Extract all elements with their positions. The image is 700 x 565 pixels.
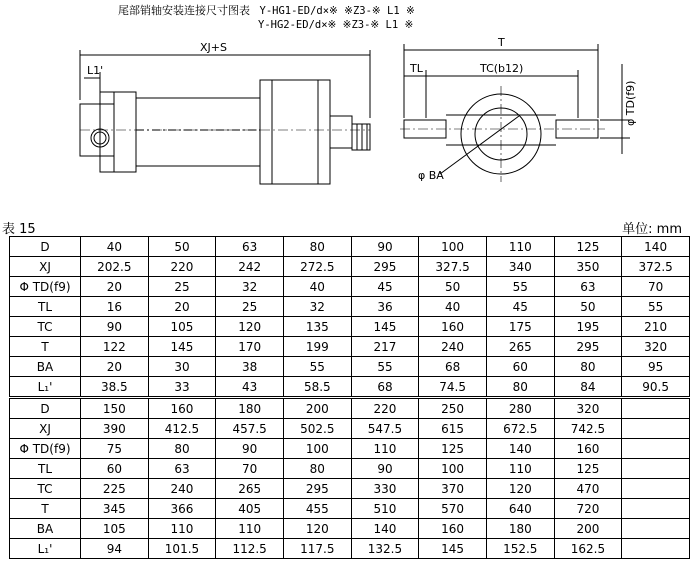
table-cell: 457.5 (216, 419, 284, 439)
table-cell: 20 (81, 277, 149, 297)
row-header: D (10, 398, 81, 419)
table-cell: 20 (148, 297, 216, 317)
table-cell: 160 (419, 519, 487, 539)
table-cell: 250 (419, 398, 487, 419)
table-cell (622, 479, 690, 499)
table-cell: 162.5 (554, 539, 622, 559)
title-chinese: 尾部销轴安装连接尺寸图表 (118, 4, 250, 17)
table-cell: 16 (81, 297, 149, 317)
table-cell: 55 (486, 277, 554, 297)
table-cell: 33 (148, 377, 216, 398)
row-header: TL (10, 297, 81, 317)
table-row (10, 398, 690, 419)
table-cell (622, 459, 690, 479)
table-cell: 615 (419, 419, 487, 439)
table-cell: 20 (81, 357, 149, 377)
table-cell: 140 (486, 439, 554, 459)
table-row (10, 439, 690, 459)
table-cell: 125 (419, 439, 487, 459)
table-cell: 145 (351, 317, 419, 337)
table-row (10, 337, 690, 357)
table-cell: 455 (283, 499, 351, 519)
table-cell: 68 (351, 377, 419, 398)
table-cell (622, 499, 690, 519)
table-cell: 94 (81, 539, 149, 559)
table-row (10, 277, 690, 297)
table-cell: 330 (351, 479, 419, 499)
table-cell: 320 (554, 398, 622, 419)
table-cell: 160 (148, 398, 216, 419)
table-cell: 74.5 (419, 377, 487, 398)
table-row (10, 317, 690, 337)
cylinder-drawing (0, 34, 700, 214)
table-cell: 160 (419, 317, 487, 337)
label-tl: TL (410, 62, 423, 75)
table-cell: 180 (216, 398, 284, 419)
table-cell: 70 (216, 459, 284, 479)
row-header: BA (10, 519, 81, 539)
table-cell: 150 (81, 398, 149, 419)
table-cell: 38.5 (81, 377, 149, 398)
table-cell: 202.5 (81, 257, 149, 277)
table-cell: 240 (148, 479, 216, 499)
table-cell: 38 (216, 357, 284, 377)
row-header: TL (10, 459, 81, 479)
drawing-title (118, 4, 415, 31)
table-cell: 125 (554, 237, 622, 257)
table-cell: 220 (148, 257, 216, 277)
table-cell: 25 (216, 297, 284, 317)
row-header: TC (10, 317, 81, 337)
table-cell: 58.5 (283, 377, 351, 398)
label-ba: φ BA (418, 169, 444, 182)
table-cell: 140 (351, 519, 419, 539)
table-cell: 63 (216, 237, 284, 257)
table-cell: 350 (554, 257, 622, 277)
table-cell: 120 (486, 479, 554, 499)
table-cell: 145 (419, 539, 487, 559)
table-cell: 199 (283, 337, 351, 357)
table-cell: 43 (216, 377, 284, 398)
table-cell: 132.5 (351, 539, 419, 559)
table-cell: 547.5 (351, 419, 419, 439)
label-tc: TC(b12) (480, 62, 524, 75)
table-cell: 80 (283, 237, 351, 257)
table-cell: 327.5 (419, 257, 487, 277)
table-cell: 70 (622, 277, 690, 297)
table-cell: 90.5 (622, 377, 690, 398)
table-cell: 63 (148, 459, 216, 479)
table-cell: 140 (622, 237, 690, 257)
cylinder-side-view (80, 50, 370, 184)
table-cell: 370 (419, 479, 487, 499)
table-cell: 170 (216, 337, 284, 357)
row-header: Φ TD(f9) (10, 277, 81, 297)
table-cell: 405 (216, 499, 284, 519)
table-cell: 112.5 (216, 539, 284, 559)
table-row (10, 377, 690, 398)
dimension-table (9, 236, 690, 559)
table-cell: 180 (486, 519, 554, 539)
table-cell: 110 (216, 519, 284, 539)
label-xj-s: XJ+S (200, 41, 227, 54)
row-header: T (10, 337, 81, 357)
table-cell: 110 (351, 439, 419, 459)
table-cell: 80 (283, 459, 351, 479)
table-cell: 117.5 (283, 539, 351, 559)
table-cell: 742.5 (554, 419, 622, 439)
table-cell: 272.5 (283, 257, 351, 277)
table-cell: 217 (351, 337, 419, 357)
table-cell: 110 (486, 237, 554, 257)
table-cell: 80 (554, 357, 622, 377)
table-cell: 195 (554, 317, 622, 337)
table-cell: 510 (351, 499, 419, 519)
table-cell (622, 519, 690, 539)
table-cell: 45 (351, 277, 419, 297)
table-row (10, 479, 690, 499)
table-cell: 32 (283, 297, 351, 317)
label-td: φ TD(f9) (624, 80, 637, 126)
table-cell: 295 (283, 479, 351, 499)
table-cell: 340 (486, 257, 554, 277)
table-cell: 30 (148, 357, 216, 377)
table-cell: 210 (622, 317, 690, 337)
table-cell: 125 (554, 459, 622, 479)
table-cell: 175 (486, 317, 554, 337)
table-row (10, 297, 690, 317)
table-cell: 295 (554, 337, 622, 357)
table-cell: 80 (486, 377, 554, 398)
table-cell: 640 (486, 499, 554, 519)
table-cell: 75 (81, 439, 149, 459)
table-cell: 40 (419, 297, 487, 317)
label-l1: L1' (87, 64, 104, 77)
row-header: TC (10, 479, 81, 499)
table-cell: 320 (622, 337, 690, 357)
table-cell: 672.5 (486, 419, 554, 439)
table-cell: 90 (81, 317, 149, 337)
table-cell: 110 (148, 519, 216, 539)
table-cell: 160 (554, 439, 622, 459)
table-cell: 40 (81, 237, 149, 257)
table-cell: 372.5 (622, 257, 690, 277)
table-cell: 120 (216, 317, 284, 337)
table-cell: 45 (486, 297, 554, 317)
table-cell: 366 (148, 499, 216, 519)
table-cell: 90 (351, 459, 419, 479)
table-cell: 390 (81, 419, 149, 439)
label-t: T (498, 36, 505, 49)
row-header: XJ (10, 257, 81, 277)
table-cell: 84 (554, 377, 622, 398)
table-cell: 100 (419, 459, 487, 479)
row-header: BA (10, 357, 81, 377)
table-cell: 36 (351, 297, 419, 317)
table-label: 表 15 (2, 222, 36, 237)
table-cell: 295 (351, 257, 419, 277)
table-cell (622, 419, 690, 439)
table-row (10, 519, 690, 539)
table-cell: 280 (486, 398, 554, 419)
table-cell (622, 439, 690, 459)
table-cell: 95 (622, 357, 690, 377)
table-cell: 265 (486, 337, 554, 357)
table-cell: 200 (554, 519, 622, 539)
table-cell: 60 (486, 357, 554, 377)
row-header: XJ (10, 419, 81, 439)
table-cell: 25 (148, 277, 216, 297)
table-cell: 60 (81, 459, 149, 479)
table-row (10, 419, 690, 439)
table-row (10, 237, 690, 257)
unit-label: 单位: mm (622, 222, 682, 237)
table-row (10, 357, 690, 377)
table-cell: 50 (554, 297, 622, 317)
title-model-code-2: Y-HG2-ED/d×※ ※Z3-※ L1 ※ (258, 19, 414, 31)
table-cell: 101.5 (148, 539, 216, 559)
table-cell: 145 (148, 337, 216, 357)
table-cell: 720 (554, 499, 622, 519)
row-header: T (10, 499, 81, 519)
row-header: L₁' (10, 377, 81, 398)
table-cell: 220 (351, 398, 419, 419)
table-cell: 55 (283, 357, 351, 377)
table-cell: 90 (216, 439, 284, 459)
table-cell: 265 (216, 479, 284, 499)
table-row (10, 257, 690, 277)
table-cell: 50 (148, 237, 216, 257)
table-cell: 110 (486, 459, 554, 479)
table-cell: 90 (351, 237, 419, 257)
table-cell: 570 (419, 499, 487, 519)
table-cell: 122 (81, 337, 149, 357)
table-cell: 50 (419, 277, 487, 297)
table-cell (622, 539, 690, 559)
table-cell: 225 (81, 479, 149, 499)
table-cell: 55 (622, 297, 690, 317)
table-cell: 100 (283, 439, 351, 459)
table-cell: 40 (283, 277, 351, 297)
table-cell: 135 (283, 317, 351, 337)
row-header: Φ TD(f9) (10, 439, 81, 459)
table-cell: 412.5 (148, 419, 216, 439)
table-cell (622, 398, 690, 419)
table-cell: 345 (81, 499, 149, 519)
table-cell: 80 (148, 439, 216, 459)
table-cell: 240 (419, 337, 487, 357)
table-cell: 470 (554, 479, 622, 499)
table-cell: 200 (283, 398, 351, 419)
table-cell: 100 (419, 237, 487, 257)
table-cell: 32 (216, 277, 284, 297)
table-cell: 242 (216, 257, 284, 277)
title-model-code-1: Y-HG1-ED/d×※ ※Z3-※ L1 ※ (259, 5, 415, 17)
row-header: L₁' (10, 539, 81, 559)
table-cell: 68 (419, 357, 487, 377)
table-cell: 502.5 (283, 419, 351, 439)
table-cell: 120 (283, 519, 351, 539)
table-row (10, 459, 690, 479)
table-cell: 105 (148, 317, 216, 337)
table-row (10, 499, 690, 519)
table-cell: 55 (351, 357, 419, 377)
row-header: D (10, 237, 81, 257)
table-cell: 105 (81, 519, 149, 539)
table-row (10, 539, 690, 559)
table-cell: 63 (554, 277, 622, 297)
table-cell: 152.5 (486, 539, 554, 559)
